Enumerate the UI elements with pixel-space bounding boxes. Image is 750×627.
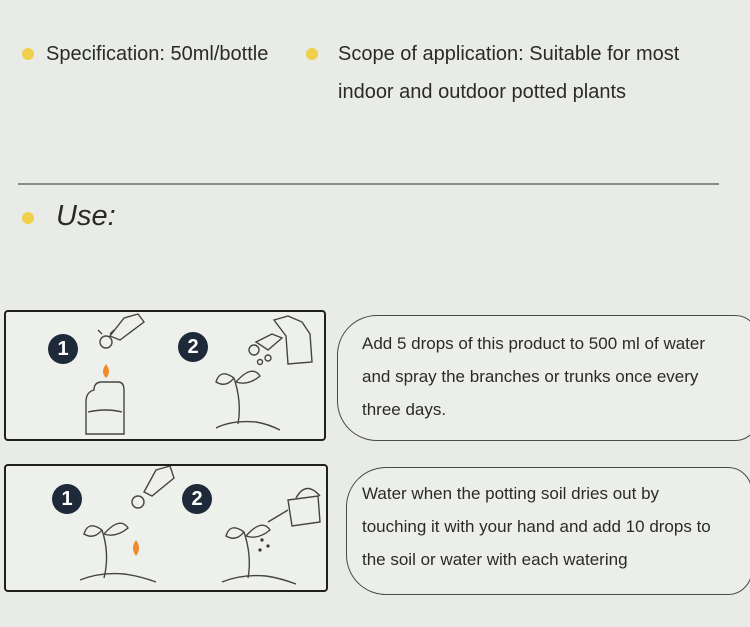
method-1-line1: Add 5 drops of this product to 500 ml of water xyxy=(362,334,706,353)
watering-illustration xyxy=(6,466,326,590)
bullet-dot xyxy=(22,48,34,60)
method-2-line3: the soil or water with each watering xyxy=(362,550,628,569)
step-1-badge: 1 xyxy=(52,484,82,514)
method-2-line1: Water when the potting soil dries out by xyxy=(362,484,660,503)
use-heading: Use: xyxy=(56,200,116,232)
step-1-badge: 1 xyxy=(48,334,78,364)
specification-text: Specification: 50ml/bottle xyxy=(46,43,269,65)
step-2-badge: 2 xyxy=(182,484,212,514)
drop-icon xyxy=(133,540,139,556)
scope-text-line1: Scope of application: Suitable for most xyxy=(338,43,680,65)
method-1-illustration-panel xyxy=(4,310,326,441)
method-1-line3: three days. xyxy=(362,400,447,419)
scope-text-line2: indoor and outdoor potted plants xyxy=(338,81,626,103)
bullet-dot xyxy=(306,48,318,60)
bullet-dot xyxy=(22,212,34,224)
section-divider xyxy=(18,183,719,185)
drop-icon xyxy=(103,364,109,378)
step-2-badge: 2 xyxy=(178,332,208,362)
spray-illustration xyxy=(6,312,324,439)
method-1-line2: and spray the branches or trunks once every xyxy=(362,367,699,386)
method-2-line2: touching it with your hand and add 10 drops to xyxy=(362,517,711,536)
method-2-illustration-panel xyxy=(4,464,328,592)
